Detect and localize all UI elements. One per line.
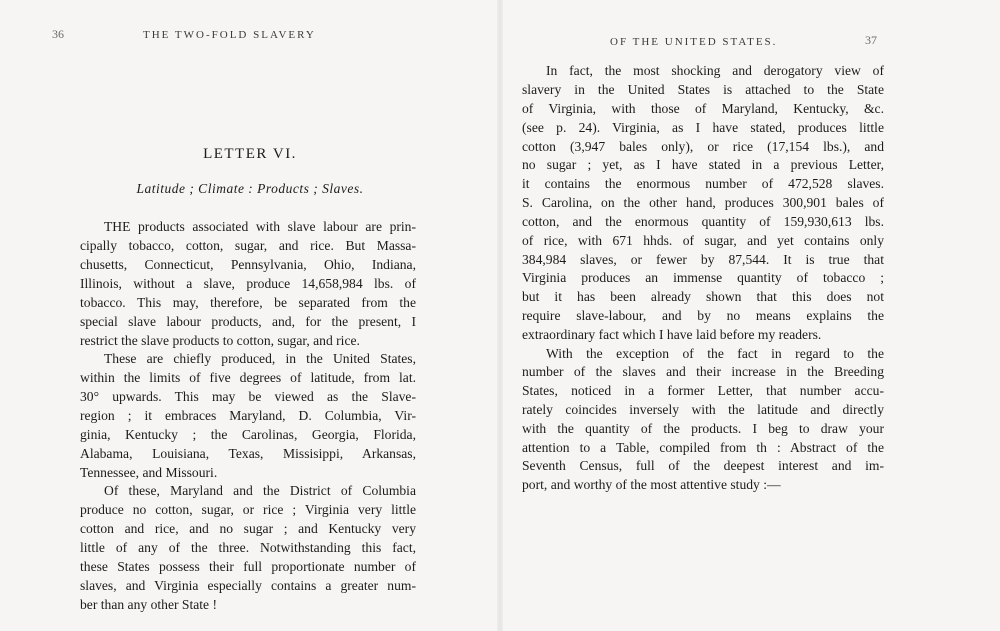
- right-page: [500, 0, 1000, 631]
- left-running-head: THE TWO-FOLD SLAVERY: [143, 29, 316, 41]
- right-text-line: number of the slaves and their increase in the Breeding: [522, 364, 884, 379]
- left-text-line: these States possess their full proportionate number of: [80, 559, 416, 574]
- left-text-line: cotton and rice, and no sugar ; and Kentucky very: [80, 521, 416, 536]
- right-text-line: extraordinary fact which I have laid before my readers.: [522, 327, 822, 342]
- right-text-line: S. Carolina, on the other hand, produces 300,901 bales of: [522, 195, 884, 210]
- left-text-line: These are chiefly produced, in the United States,: [104, 351, 416, 366]
- left-text-line: chusetts, Connecticut, Pennsylvania, Ohio, Indiana,: [80, 257, 416, 272]
- chapter-title: LETTER VI.: [203, 146, 297, 162]
- left-text-line: cipally tobacco, cotton, sugar, and rice. But Massa-: [80, 238, 416, 253]
- left-text-line: Of these, Maryland and the District of Columbia: [104, 483, 416, 498]
- right-text-line: of Virginia, with those of Maryland, Kentucky, &c.: [522, 101, 884, 116]
- right-text-line: 384,984 slaves, or fewer by 87,544. It is true that: [522, 252, 884, 267]
- left-text-line: little of any of the three. Notwithstanding this fact,: [80, 540, 416, 555]
- right-text-line: cotton (3,947 bales only), or rice (17,154 lbs.), and: [522, 139, 884, 154]
- right-text-line: port, and worthy of the most attentive study :—: [522, 477, 781, 492]
- right-text-line: with the quantity of the products. I beg to draw your: [522, 421, 884, 436]
- right-text-line: States, noticed in a former Letter, that number accu-: [522, 383, 884, 398]
- right-text-line: cotton, and the enormous quantity of 159,930,613 lbs.: [522, 214, 884, 229]
- right-text-line: rately coincides inversely with the latitude and directly: [522, 402, 884, 417]
- left-text-line: Alabama, Louisiana, Texas, Missisippi, Arkansas,: [80, 446, 416, 461]
- left-text-line: within the limits of five degrees of latitude, from lat.: [80, 370, 416, 385]
- right-text-line: no sugar ; yet, as I have stated in a previous Letter,: [522, 157, 884, 172]
- right-text-line: of rice, with 671 hhds. of sugar, and yet contains only: [522, 233, 884, 248]
- left-text-line: tobacco. This may, therefore, be separated from the: [80, 295, 416, 310]
- right-text-line: Seventh Census, full of the deepest interest and im-: [522, 458, 884, 473]
- left-text-line: Illinois, without a slave, produce 14,658,984 lbs. of: [80, 276, 416, 291]
- left-page-number: 36: [52, 27, 64, 41]
- left-text-line: ginia, Kentucky ; the Carolinas, Georgia, Florida,: [80, 427, 416, 442]
- right-running-head: OF THE UNITED STATES.: [610, 36, 778, 48]
- right-page-number: 37: [865, 33, 877, 47]
- left-text-line: region ; it embraces Maryland, D. Columbia, Vir-: [80, 408, 416, 423]
- right-text-line: In fact, the most shocking and derogatory view of: [546, 63, 884, 78]
- left-text-line: Tennessee, and Missouri.: [80, 465, 218, 480]
- right-text-line: attention to a Table, compiled from th : Abstract of the: [522, 440, 884, 455]
- left-text-line: restrict the slave products to cotton, sugar, and rice.: [80, 333, 360, 348]
- left-text-line: slaves, and Virginia especially contains a greater num-: [80, 578, 416, 593]
- left-text-line: ber than any other State !: [80, 597, 218, 612]
- right-text-line: it contains the enormous number of 472,528 slaves.: [522, 176, 884, 191]
- right-text-line: (see p. 24). Virginia, as I have stated, produces little: [522, 120, 884, 135]
- right-text-line: Virginia produces an immense quantity of tobacco ;: [522, 270, 884, 285]
- left-text-line: 30° upwards. This may be viewed as the Slave-: [80, 389, 416, 404]
- right-text-line: require slave-labour, and by no means explains the: [522, 308, 884, 323]
- right-text-line: With the exception of the fact in regard to the: [546, 346, 884, 361]
- left-text-line: special slave labour products, and, for the present, I: [80, 314, 416, 329]
- right-text-line: but it has been already shown that this does not: [522, 289, 884, 304]
- left-text-line: produce no cotton, sugar, or rice ; Virginia very little: [80, 502, 416, 517]
- left-text-line: THE products associated with slave labour are prin-: [104, 219, 416, 234]
- right-text-line: slavery in the United States is attached to the State: [522, 82, 884, 97]
- chapter-subtitle: Latitude ; Climate : Products ; Slaves.: [136, 181, 364, 196]
